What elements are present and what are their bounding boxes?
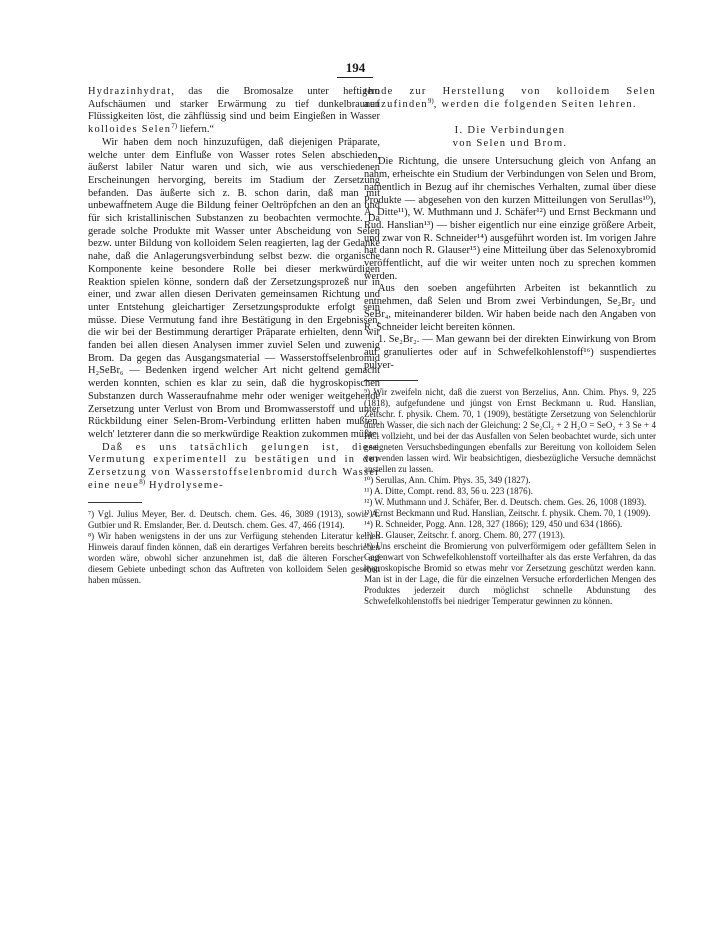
footnote-10: ¹⁰) Serullas, Ann. Chim. Phys. 35, 349 (1827).	[364, 475, 531, 486]
spaced-sentence: thode zur Herstellung von kolloidem Selen aufzufinden	[364, 86, 656, 110]
footnote-14: ¹⁴) R. Schneider, Pogg. Ann. 128, 327 (1866); 129, 450 und 634 (1866).	[364, 519, 623, 530]
heading-line-1: I. Die Verbindungen	[454, 125, 566, 137]
footnote-12: ¹²) W. Muthmann und J. Schäfer, Ber. d. Deutsch. chem. Ges. 26, 1008 (1893).	[364, 497, 647, 508]
paragraph-text: liefern.“	[177, 124, 215, 136]
spaced-sentence: Daß es uns tatsächlich gelungen ist, diese Vermutung experimentell zu bestätigen und in der Zersetzung von Wasserstoffselenbromid durch Wasser eine neue	[88, 441, 380, 491]
right-paragraph-2: Die Richtung, die unsere Untersuchung gleich von Anfang an nahm, erheischte ein Studium der Verbindungen von Selen und Brom, namentlich in Bezug auf ihr chemisches Verhalten, zumal über diese Produkte — abgesehen von den kurzen Mitteilungen von Serullas¹⁰), A. Ditte¹¹), W. Muthmann und J. Schäfer¹²) und Ernst Beckmann und Rud. Hanslian¹³) — bisher eigentlich nur eine einzige größere Arbeit, und zwar von R. Schneider¹⁴) ausgeführt worden ist. Im vorigen Jahre hat dann noch R. Glauser¹⁵) eine Mitteilung über das Selenoxybromid veröffentlicht, auf die wir weiter unten noch zu sprechen kommen werden.	[364, 156, 656, 282]
footnote-ref: 9)	[427, 96, 434, 105]
right-paragraph-4: 1. Se₂Br₂. — Man gewann bei der direkten Einwirkung von Brom auf granuliertes oder auf in Schwefelkohlenstoff¹⁶) suspendiertes pulver-	[364, 334, 656, 371]
right-paragraph-1	[364, 86, 656, 111]
left-paragraph-3	[88, 442, 380, 493]
left-paragraph-1	[88, 86, 380, 137]
footnote-9: ⁹) Wir zweifeln nicht, daß die zuerst von Berzelius, Ann. Chim. Phys. 9, 225 (1818), aufgefundene und jüngst von Ernst Beckmann u. Rud. Hanslian, Zeitschr. f. physik. Chem. 70, 1 (1909), bestätigte Zersetzung von Selenchlorür durch Wasser, die sich nach der Gleichung: 2 Se₂Cl₂ + 2 H₂O = SeO₂ + 3 Se + 4 HCl vollzieht, und bei der das Ausfallen von Selen beobachtet wurde, sich unter geeigneten Versuchsbedingungen ebenfalls zur Bereitung von kolloidem Selen verwenden lassen wird. Wir beabsichtigen, diesbezügliche Versuche demnächst anstellen zu lassen.	[364, 387, 656, 475]
section-heading	[364, 124, 656, 150]
footnote-ref: 8)	[139, 477, 146, 486]
footnote-13: ¹³) Ernst Beckmann und Rud. Hanslian, Zeitschr. f. physik. Chem. 70, 1 (1909).	[364, 508, 651, 519]
paragraph-text: Hydrolyseme-	[145, 479, 225, 491]
footnote-rule	[88, 502, 142, 503]
heading-line-2: von Selen und Brom.	[452, 138, 568, 150]
spaced-term: Hydrazinhydrat	[88, 86, 172, 97]
footnote-15: ¹⁵) R. Glauser, Zeitschr. f. anorg. Chem. 80, 277 (1913).	[364, 530, 566, 541]
footnote-16: ¹⁶) Uns erscheint die Bromierung von pulverförmigem oder gefälltem Selen in Gegenwart von Schwefelkohlenstoff vorteilhafter als das erste Verfahren, da das hygroskopische Bromid so etwas mehr vor Zersetzung geschützt werden kann. Man ist in der Lage, die für die einzelnen Versuche erforderlichen Mengen des Produktes jederzeit durch möglichst schnelle Abdunstung des Schwefelkohlenstoffs bei niedriger Temperatur gewinnen zu können.	[364, 541, 656, 607]
footnote-rule	[364, 380, 418, 381]
paragraph-text: , werden die folgenden Seiten lehren.	[433, 98, 637, 110]
footnote-11: ¹¹) A. Ditte, Compt. rend. 83, 56 u. 223 (1876).	[364, 486, 533, 497]
page-number: 194	[345, 60, 366, 75]
right-column	[364, 86, 656, 607]
page-number-rule	[337, 77, 373, 78]
left-column	[88, 86, 380, 586]
right-paragraph-3: Aus den soeben angeführten Arbeiten ist bekanntlich zu entnehmen, daß Selen und Brom zwei Verbindungen, Se₂Br₂ und SeBr₄, miteinanderer bilden. Wir haben beide nach den Angaben von R. Schneider leicht bereiten können.	[364, 283, 656, 333]
footnote-ref: 7)	[171, 122, 178, 131]
paragraph-text: , das die Bromosalze unter heftigem Aufschäumen und starker Erwärmung zu tief dunkelbraunen Flüssigkeiten löst, die zähflüssig sind und beim Eingießen in Wasser	[88, 86, 380, 123]
left-paragraph-2: Wir haben dem noch hinzuzufügen, daß diejenigen Präparate, welche unter dem Einfluße von Wasser rotes Selen abschieden, äußerst labiler Natur waren und sich, wie aus verschiedenen Erscheinungen hervorging, bereits im Stadium der Zersetzung befanden. Das äußerte sich z. B. schon darin, daß man mit unbewaffnetem Auge die Bildung feiner Oeltröpfchen an den an und für sich kristallinischen Substanzen zu beobachten vermochte. Da gerade solche Produkte mit Wasser unter Abscheidung von Selen bezw. unter Bildung von kolloidem Selen reagierten, lag der Gedanke nahe, daß die Anlagerungsverbindung selbst bezw. die organische Komponente keine besondere Rolle bei dieser merkwürdigen Reaktion spielen könne, sondern daß der Zersetzungsprozeß nur in einer, und zwar allen diesen Derivaten gemeinsamen Richtung und unter Entstehung gleichartiger Zersetzungsprodukte erfolgt sein müsse. Diese Vermutung fand ihre Bestätigung in den Ergebnissen, die wir bei der Bestimmung derartiger Präparate erhielten, denn wir fanden bei allen diesen Analysen immer zuviel Selen und zuwenig Brom. Da gegen das Ausgangsmaterial — Wasserstoffselenbromid H₂SeBr₆ — Bedenken irgend welcher Art nicht geltend gemacht werden konnten, schien es klar zu sein, daß die hygroskopischen Substanzen durch Wasseraufnahme mehr oder weniger weitgehende Zersetzung unter Verlust von Brom und Bromwasserstoff und unter Rückbildung einer Selen-Brom-Verbindung erlitten haben mußten, welch' letzterer dann die so merkwürdige Reaktion zukommen müßte.	[88, 136, 380, 440]
footnote-8: ⁸) Wir haben wenigstens in der uns zur Verfügung stehenden Literatur keinen Hinweis darauf finden können, daß ein derartiges Verfahren bereits beschrieben worden wäre, obwohl sicher anzunehmen ist, daß die älteren Forscher auf diesem Gebiete unbedingt schon das Auftreten von kolloidem Selen gesehen haben müssen.	[88, 530, 380, 585]
spaced-term: kolloides Selen	[88, 124, 172, 136]
footnote-7: ⁷) Vgl. Julius Meyer, Ber. d. Deutsch. chem. Ges. 46, 3089 (1913), sowie A. Gutbier und R. Emslander, Ber. d. Deutsch. chem. Ges. 47, 466 (1914).	[88, 508, 380, 530]
